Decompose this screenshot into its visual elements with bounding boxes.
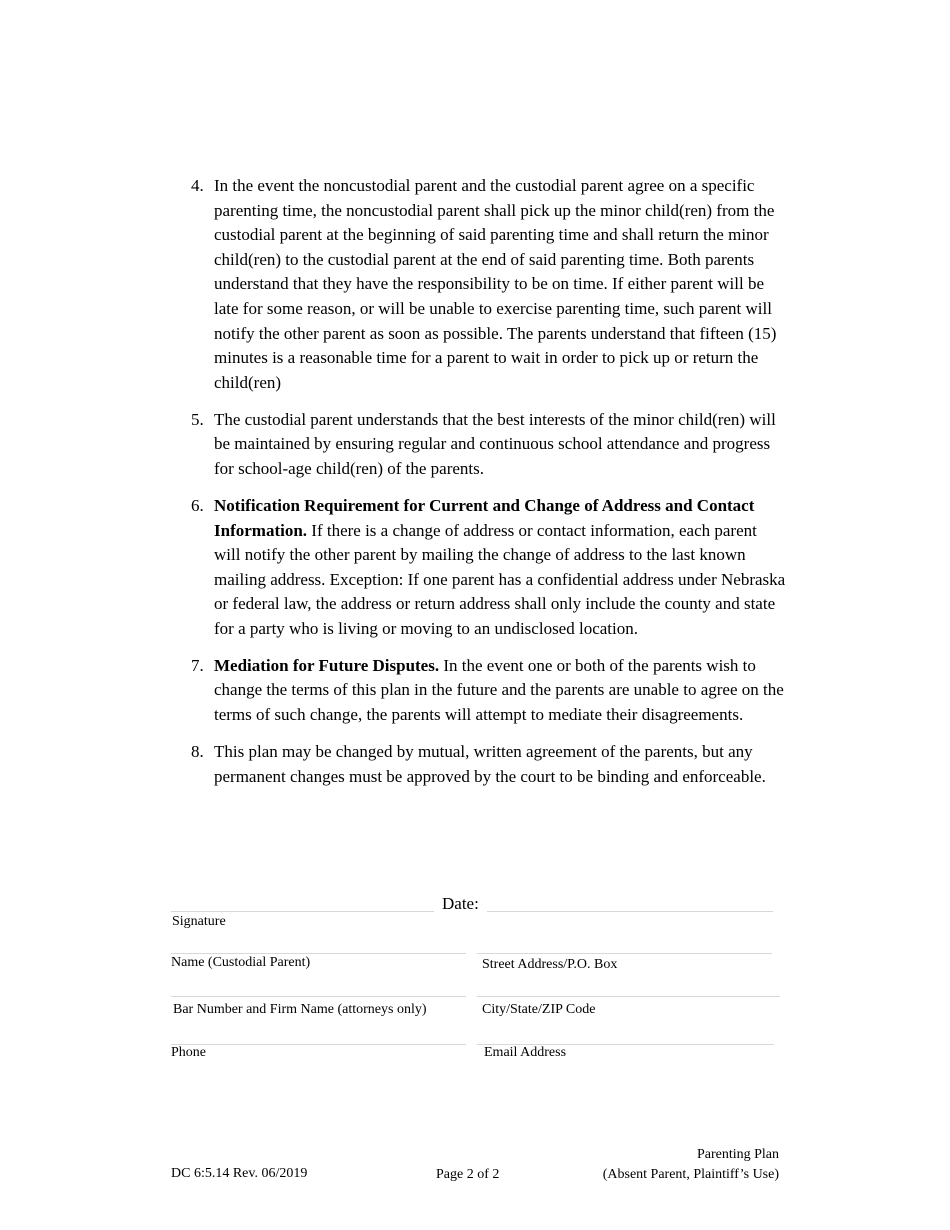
provision-8 (191, 740, 786, 789)
provision-number: 8. (191, 742, 204, 762)
name-line[interactable] (171, 953, 466, 954)
provision-7 (191, 654, 786, 728)
provision-heading: Mediation for Future Disputes. (214, 655, 440, 675)
provision-number: 5. (191, 409, 204, 429)
provision-4 (191, 174, 786, 395)
bar-number-label: Bar Number and Firm Name (attorneys only) (173, 1002, 427, 1017)
provision-text: In the event one or both of the parents wish to change the terms of this plan in the future and the parents are unable to agree on the terms of such change, the parents will attempt to mediate their disagreements. (214, 655, 784, 725)
signature-line[interactable] (171, 911, 434, 912)
provisions-list (191, 174, 786, 802)
provision-number: 7. (191, 655, 204, 675)
provision-text: If there is a change of address or contact information, each parent will notify the other parent by mailing the change of address to the last known mailing address. Exception: If one parent has a confidential address under Nebraska or federal law, the address or return address shall only include the county and state for a party who is living or moving to an undisclosed location. (214, 520, 786, 638)
bar-number-line[interactable] (171, 996, 466, 997)
provision-5 (191, 408, 786, 482)
page-number: Page 2 of 2 (436, 1167, 500, 1182)
provision-number: 4. (191, 176, 204, 195)
phone-label: Phone (171, 1045, 206, 1060)
date-line[interactable] (487, 911, 773, 912)
street-label: Street Address/P.O. Box (482, 957, 618, 972)
phone-line[interactable] (171, 1044, 466, 1045)
provision-text: In the event the noncustodial parent and the custodial parent agree on a specific parenting time, the noncustodial parent shall pick up the minor child(ren) from the custodial parent at the beginning of said parenting time and shall return the minor child(ren) to the custodial parent at the end of said parenting time. Both parents understand that they have the responsibility to be on time. If either parent will be late for some reason, or will be unable to exercise parenting time, such parent will notify the other parent as soon as possible. The parents understand that fifteen (15) minutes is a reasonable time for a parent to wait in order to pick up or return the child(ren) (214, 176, 777, 392)
form-title-line2: (Absent Parent, Plaintiff’s Use) (602, 1167, 779, 1182)
street-line[interactable] (477, 953, 772, 954)
form-code: DC 6:5.14 Rev. 06/2019 (171, 1166, 308, 1181)
email-label: Email Address (484, 1045, 567, 1060)
provision-6 (191, 494, 786, 642)
provision-number: 6. (191, 495, 204, 515)
provision-heading: Notification Requirement for Current and Change of Address and Contact Information. (214, 495, 755, 540)
form-title-line1: Parenting Plan (696, 1147, 779, 1162)
signature-label: Signature (172, 914, 226, 929)
provision-text: The custodial parent understands that the best interests of the minor child(ren) will be maintained by ensuring regular and continuous school attendance and progress for school-age child(ren) of the parents. (214, 409, 776, 478)
form-title (603, 1145, 779, 1185)
city-line[interactable] (477, 996, 780, 997)
city-label: City/State/ZIP Code (482, 1002, 596, 1017)
name-label: Name (Custodial Parent) (171, 955, 311, 970)
date-label: Date: (442, 894, 479, 913)
provision-text: This plan may be changed by mutual, written agreement of the parents, but any permanent changes must be approved by the court to be binding and enforceable. (214, 742, 766, 786)
